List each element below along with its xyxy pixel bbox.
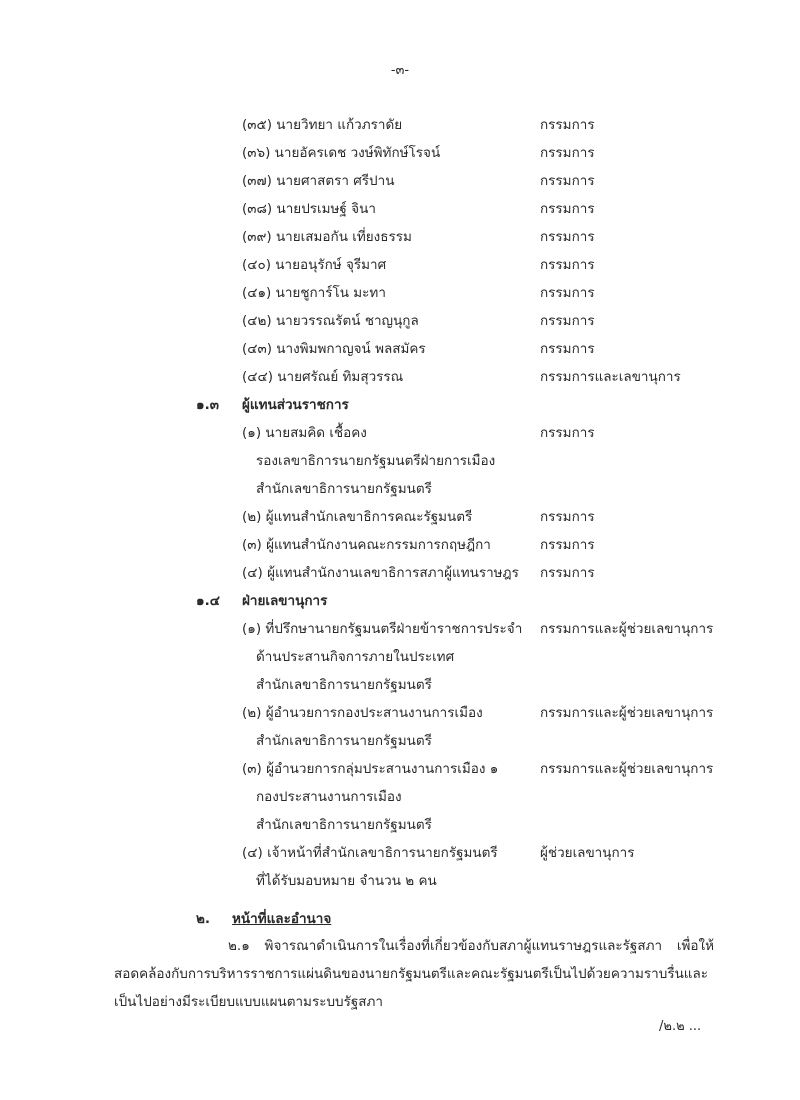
member-row: (๓๕) นายวิทยา แก้วภราดัย [242, 117, 403, 133]
member-row: (๓๗) นายศาสตรา ศรีปาน [242, 173, 395, 189]
continuation-marker: /๒.๒ ... [659, 1019, 702, 1034]
member-role: กรรมการ [540, 145, 595, 161]
item-row: (๔) ผู้แทนสำนักงานเลขาธิการสภาผู้แทนราษฎร [242, 565, 519, 581]
member-role: กรรมการและเลขานุการ [540, 369, 681, 385]
paragraph-2-1: ๒.๑ พิจารณาดำเนินการในเรื่องที่เกี่ยวข้องกับสภาผู้แทนราษฎรและรัฐสภา เพื่อให้สอดคล้องกับการบริหารราชการแผ่นดินของนายกรัฐมนตรีและคณะรัฐมนตรีเป็นไปด้วยความราบรื่นและเป็นไปอย่างมีระเบียบแบบแผนตามระบบรัฐสภา [114, 938, 714, 1010]
section-number: ๒. [196, 911, 211, 927]
item-row: (๔) เจ้าหน้าที่สำนักเลขาธิการนายกรัฐมนตรี [242, 845, 498, 861]
item-row: (๑) นายสมคิด เชื้อคง [242, 425, 367, 441]
item-row: (๓) ผู้แทนสำนักงานคณะกรรมการกฤษฎีกา [242, 537, 491, 553]
item-role: กรรมการและผู้ช่วยเลขานุการ [540, 705, 714, 721]
item-row: (๒) ผู้อำนวยการกองประสานงานการเมือง [242, 705, 483, 721]
member-row: (๔๓) นางพิมพกาญจน์ พลสมัคร [242, 341, 426, 357]
member-row: (๓๘) นายปรเมษฐ์ จินา [242, 201, 376, 217]
member-role: กรรมการ [540, 285, 595, 301]
item-continuation: สำนักเลขาธิการนายกรัฐมนตรี [256, 481, 432, 497]
member-role: กรรมการ [540, 229, 595, 245]
member-row: (๓๖) นายอัครเดช วงษ์พิทักษ์โรจน์ [242, 145, 441, 161]
item-row: (๑) ที่ปรึกษานายกรัฐมนตรีฝ่ายข้าราชการประจำ [242, 621, 523, 637]
item-continuation: ด้านประสานกิจการภายในประเทศ [256, 649, 455, 665]
member-role: กรรมการ [540, 117, 595, 133]
item-continuation: สำนักเลขาธิการนายกรัฐมนตรี [256, 817, 432, 833]
section-title: หน้าที่และอำนาจ [232, 911, 332, 927]
member-role: กรรมการ [540, 173, 595, 189]
item-continuation: ที่ได้รับมอบหมาย จำนวน ๒ คน [256, 873, 437, 889]
item-role: ผู้ช่วยเลขานุการ [540, 845, 635, 861]
item-role: กรรมการ [540, 509, 595, 525]
item-role: กรรมการและผู้ช่วยเลขานุการ [540, 621, 714, 637]
section-number: ๑.๓ [196, 397, 219, 413]
item-continuation: สำนักเลขาธิการนายกรัฐมนตรี [256, 677, 432, 693]
member-row: (๔๔) นายศรัณย์ ทิมสุวรรณ [242, 369, 404, 385]
item-continuation: กองประสานงานการเมือง [256, 789, 402, 805]
member-role: กรรมการ [540, 201, 595, 217]
member-role: กรรมการ [540, 257, 595, 273]
section-number: ๑.๔ [196, 593, 220, 609]
item-continuation: รองเลขาธิการนายกรัฐมนตรีฝ่ายการเมือง [256, 453, 496, 469]
item-row: (๓) ผู้อำนวยการกลุ่มประสานงานการเมือง ๑ [242, 761, 499, 777]
page-number: -๓- [390, 63, 410, 78]
section-title: ผู้แทนส่วนราชการ [242, 397, 349, 413]
member-row: (๔๒) นายวรรณรัตน์ ชาญนุกูล [242, 313, 419, 329]
item-continuation: สำนักเลขาธิการนายกรัฐมนตรี [256, 733, 432, 749]
item-role: กรรมการและผู้ช่วยเลขานุการ [540, 761, 714, 777]
item-role: กรรมการ [540, 565, 595, 581]
member-role: กรรมการ [540, 341, 595, 357]
member-role: กรรมการ [540, 313, 595, 329]
member-row: (๔๐) นายอนุรักษ์ จุรีมาศ [242, 257, 387, 273]
item-row: (๒) ผู้แทนสำนักเลขาธิการคณะรัฐมนตรี [242, 509, 473, 525]
member-row: (๓๙) นายเสมอกัน เที่ยงธรรม [242, 229, 412, 245]
member-row: (๔๑) นายชูการ์โน มะทา [242, 285, 386, 301]
section-title: ฝ่ายเลขานุการ [242, 593, 328, 609]
item-role: กรรมการ [540, 425, 595, 441]
item-role: กรรมการ [540, 537, 595, 553]
